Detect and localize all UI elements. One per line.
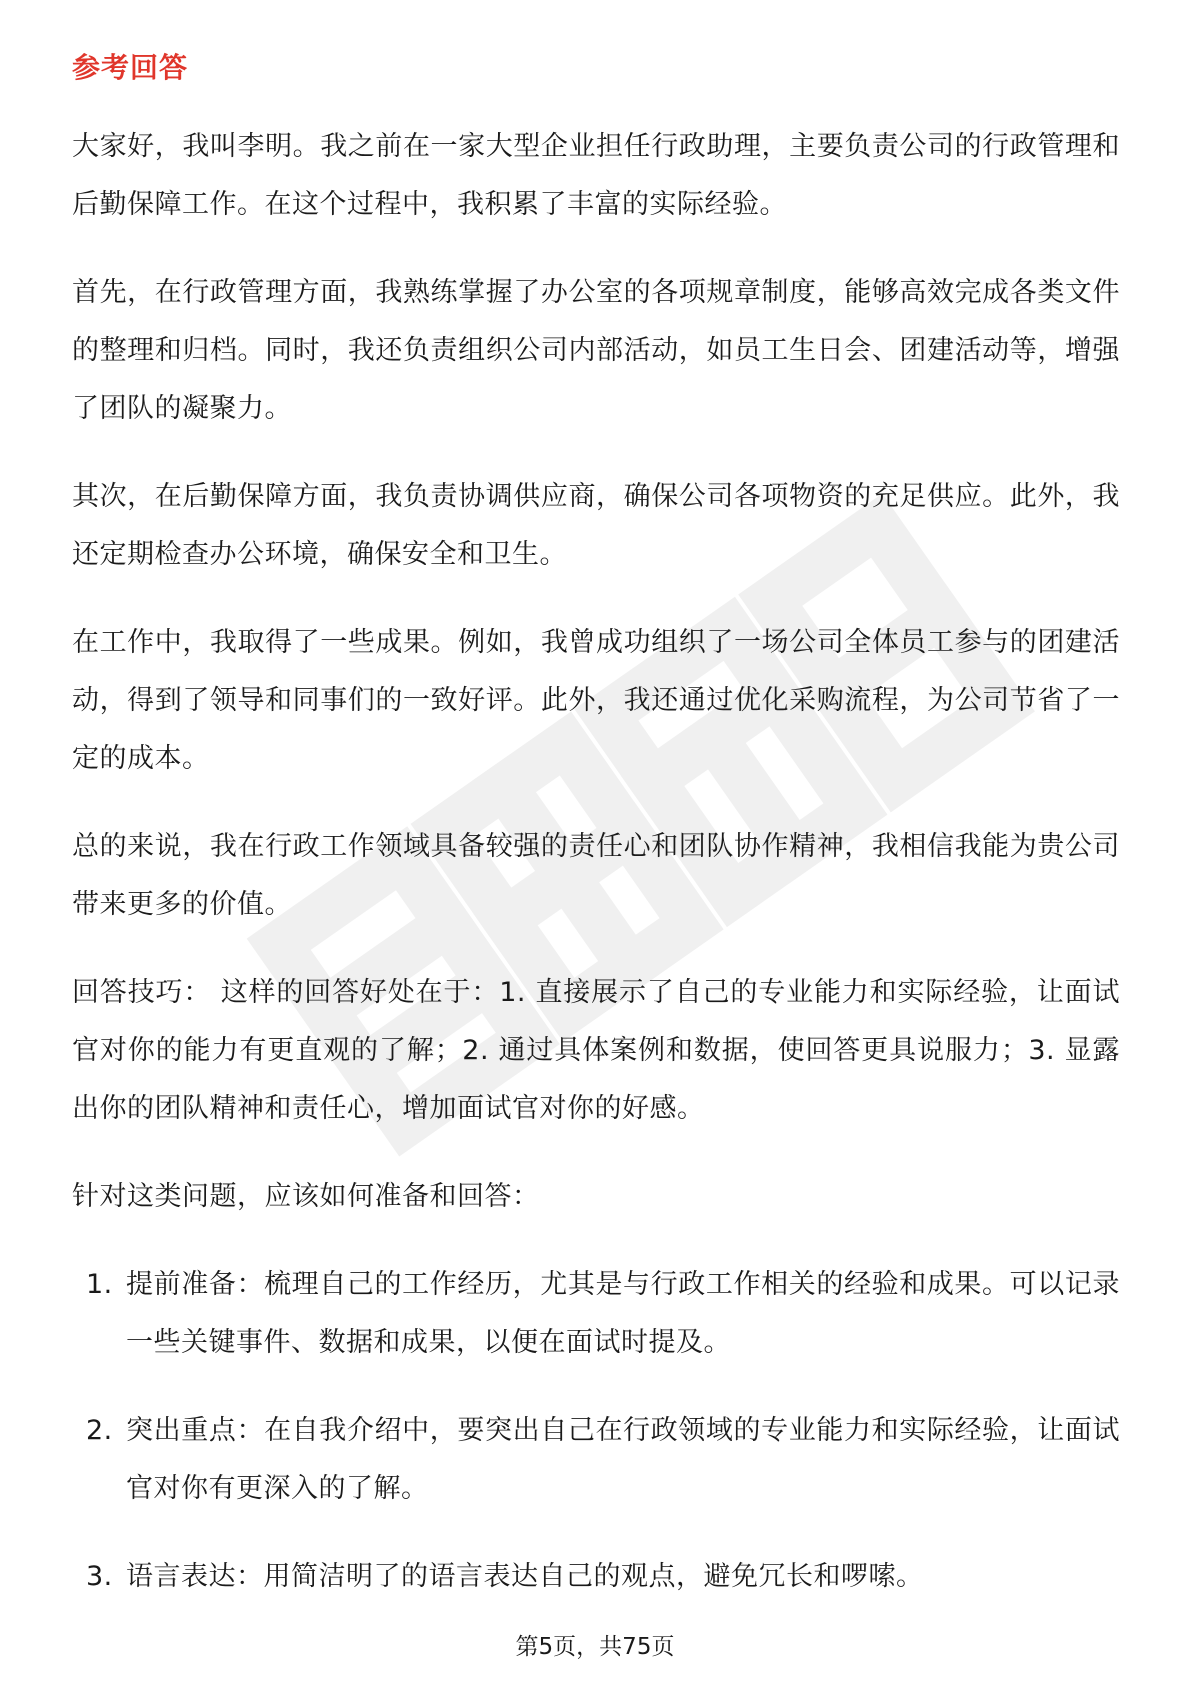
document-content — [72, 48, 1120, 1636]
list-item — [72, 1402, 1120, 1518]
paragraph-achievements: 在工作中，我取得了一些成果。例如，我曾成功组织了一场公司全体员工参与的团建活动，得到了领导和同事们的一致好评。此外，我还通过优化采购流程，为公司节省了一定的成本。 — [72, 627, 1120, 774]
paragraph-prep-intro: 针对这类问题，应该如何准备和回答： — [72, 1181, 540, 1212]
paragraph-tips: 回答技巧： 这样的回答好处在于：1. 直接展示了自己的专业能力和实际经验，让面试官对你的能力有更直观的了解；2. 通过具体案例和数据，使回答更具说服力；3. 显露出你的团队精神和责任心，增加面试官对你的好感。 — [72, 977, 1120, 1124]
page-footer: 第5页，共75页 — [515, 1634, 675, 1660]
list-number: 2. — [86, 1415, 113, 1446]
paragraph-admin: 首先，在行政管理方面，我熟练掌握了办公室的各项规章制度，能够高效完成各类文件的整理和归档。同时，我还负责组织公司内部活动，如员工生日会、团建活动等，增强了团队的凝聚力。 — [72, 277, 1120, 424]
list-text: 提前准备：梳理自己的工作经历，尤其是与行政工作相关的经验和成果。可以记录一些关键事件、数据和成果，以便在面试时提及。 — [126, 1269, 1120, 1358]
prep-list — [72, 1256, 1120, 1606]
list-text: 突出重点：在自我介绍中，要突出自己在行政领域的专业能力和实际经验，让面试官对你有更深入的了解。 — [126, 1415, 1120, 1504]
list-text: 语言表达：用简洁明了的语言表达自己的观点，避免冗长和啰嗦。 — [126, 1561, 924, 1592]
list-number: 1. — [86, 1269, 113, 1300]
paragraph-intro: 大家好，我叫李明。我之前在一家大型企业担任行政助理，主要负责公司的行政管理和后勤保障工作。在这个过程中，我积累了丰富的实际经验。 — [72, 131, 1120, 220]
paragraph-summary: 总的来说，我在行政工作领域具备较强的责任心和团队协作精神，我相信我能为贵公司带来更多的价值。 — [72, 831, 1120, 920]
list-number: 3. — [86, 1561, 113, 1592]
section-title: 参考回答 — [72, 51, 189, 84]
list-item — [72, 1256, 1120, 1372]
paragraph-logistics: 其次，在后勤保障方面，我负责协调供应商，确保公司各项物资的充足供应。此外，我还定期检查办公环境，确保安全和卫生。 — [72, 481, 1120, 570]
list-item — [72, 1548, 1120, 1606]
